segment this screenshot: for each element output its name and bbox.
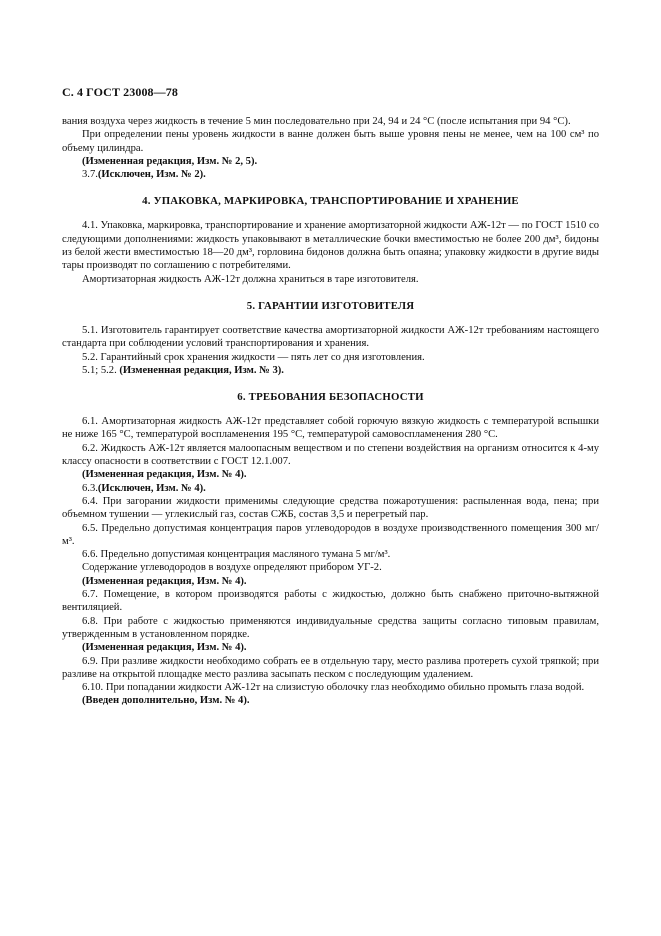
amendment-note-text: (Измененная редакция, Изм. № 2, 5). [82, 155, 258, 167]
amendment-note-text: (Измененная редакция, Изм. № 3). [119, 364, 284, 376]
paragraph-6-7: 6.7. Помещение, в котором производятся работы с жидкостью, должно быть снабжено приточно-вытяжной вентиляцией. [62, 589, 599, 614]
amendment-note-text: (Измененная редакция, Изм. № 4). [82, 642, 247, 654]
section-4-title: 4. УПАКОВКА, МАРКИРОВКА, ТРАНСПОРТИРОВАНИЕ И ХРАНЕНИЕ [142, 195, 519, 208]
paragraph-6-6: 6.6. Предельно допустимая концентрация масляного тумана 5 мг/м³. [82, 549, 391, 561]
clause-number: 3.7. [82, 169, 98, 181]
section-6-title: 6. ТРЕБОВАНИЯ БЕЗОПАСНОСТИ [237, 391, 424, 404]
amendment-note [62, 694, 599, 707]
page-header: С. 4 ГОСТ 23008—78 [62, 85, 178, 99]
paragraph-6-2: 6.2. Жидкость АЖ-12т является малоопасным веществом и по степени воздействия на организм относится к 4-му классу опасности в соответствии с ГОСТ 12.1.007. [62, 442, 599, 468]
paragraph-6-3 [62, 482, 599, 495]
paragraph-6-8: 6.8. При работе с жидкостью применяются индивидуальные средства защиты согласно типовым правилам, утвержденным в установленном порядке. [62, 615, 599, 640]
paragraph-4-1: 4.1. Упаковка, маркировка, транспортирование и хранение амортизаторной жидкости АЖ-12т — по ГОСТ 1510 со следующими дополнениями: жидкость упаковывают в металлические бочки вместимостью не более 200 дм³, бидоны из белой жести вместимостью 18—20 дм³, горловина бидонов должна быть опаяна; упаковку жидкости в другие виды тары производят по соглашению с потребителями. [62, 220, 599, 272]
document-body [62, 115, 599, 708]
amendment-note [62, 641, 599, 654]
paragraph-6-10: 6.10. При попадании жидкости АЖ-12т на слизистую оболочку глаз необходимо обильно промыть глаза водой. [82, 682, 585, 694]
paragraph-5-2: 5.2. Гарантийный срок хранения жидкости — пять лет со дня изготовления. [82, 351, 425, 363]
clause-number: 5.1; 5.2. [82, 364, 120, 376]
amendment-note [62, 468, 599, 481]
amendment-note-text: (Исключен, Изм. № 2). [97, 169, 206, 181]
paragraph-continuation: вания воздуха через жидкость в течение 5 мин последовательно при 24, 94 и 24 °С (после испытания при 94 °С). [62, 116, 571, 127]
section-5-title: 5. ГАРАНТИИ ИЗГОТОВИТЕЛЯ [246, 299, 415, 312]
document-page [62, 0, 599, 936]
paragraph-4-1b: Амортизаторная жидкость АЖ-12т должна храниться в таре изготовителя. [82, 273, 419, 285]
paragraph-5-amend [62, 364, 599, 377]
paragraph-6-1: 6.1. Амортизаторная жидкость АЖ-12т представляет собой горючую вязкую жидкость с температурой вспышки не ниже 165 °С, температурой воспламенения 195 °С, температурой самовоспламенения 280 °С. [62, 416, 599, 441]
amendment-note [62, 155, 599, 168]
clause-number: 6.3. [82, 482, 98, 494]
paragraph-foam: При определении пены уровень жидкости в ванне должен быть выше уровня пены не менее, чем на 100 см³ по объему цилиндра. [62, 129, 599, 154]
amendment-note-text: (Исключен, Изм. № 4). [97, 482, 206, 494]
amendment-note-text: (Измененная редакция, Изм. № 4). [82, 469, 247, 481]
paragraph-6-6b: Содержание углеводородов в воздухе определяют прибором УГ-2. [82, 562, 382, 574]
paragraph-3-7 [62, 168, 599, 181]
paragraph-6-4: 6.4. При загорании жидкости применимы следующие средства пожаротушения: распыленная вода, пена; при объемном тушении — углекислый газ, состав СЖБ, состав 3,5 и перегретый пар. [62, 495, 599, 521]
amendment-note [62, 575, 599, 588]
amendment-note-text: (Введен дополнительно, Изм. № 4). [82, 695, 250, 707]
paragraph-6-9: 6.9. При разливе жидкости необходимо собрать ее в отдельную тару, место разлива протереть сухой тряпкой; при разливе на открытой площадке место разлива засыпать песком с последующим удалением. [62, 655, 599, 680]
paragraph-6-5: 6.5. Предельно допустимая концентрация паров углеводородов в воздухе производственного помещения 300 мг/м³. [62, 522, 599, 547]
amendment-note-text: (Измененная редакция, Изм. № 4). [82, 575, 247, 587]
paragraph-5-1: 5.1. Изготовитель гарантирует соответствие качества амортизаторной жидкости АЖ-12т требованиям настоящего стандарта при соблюдении условий транспортирования и хранения. [62, 324, 599, 350]
